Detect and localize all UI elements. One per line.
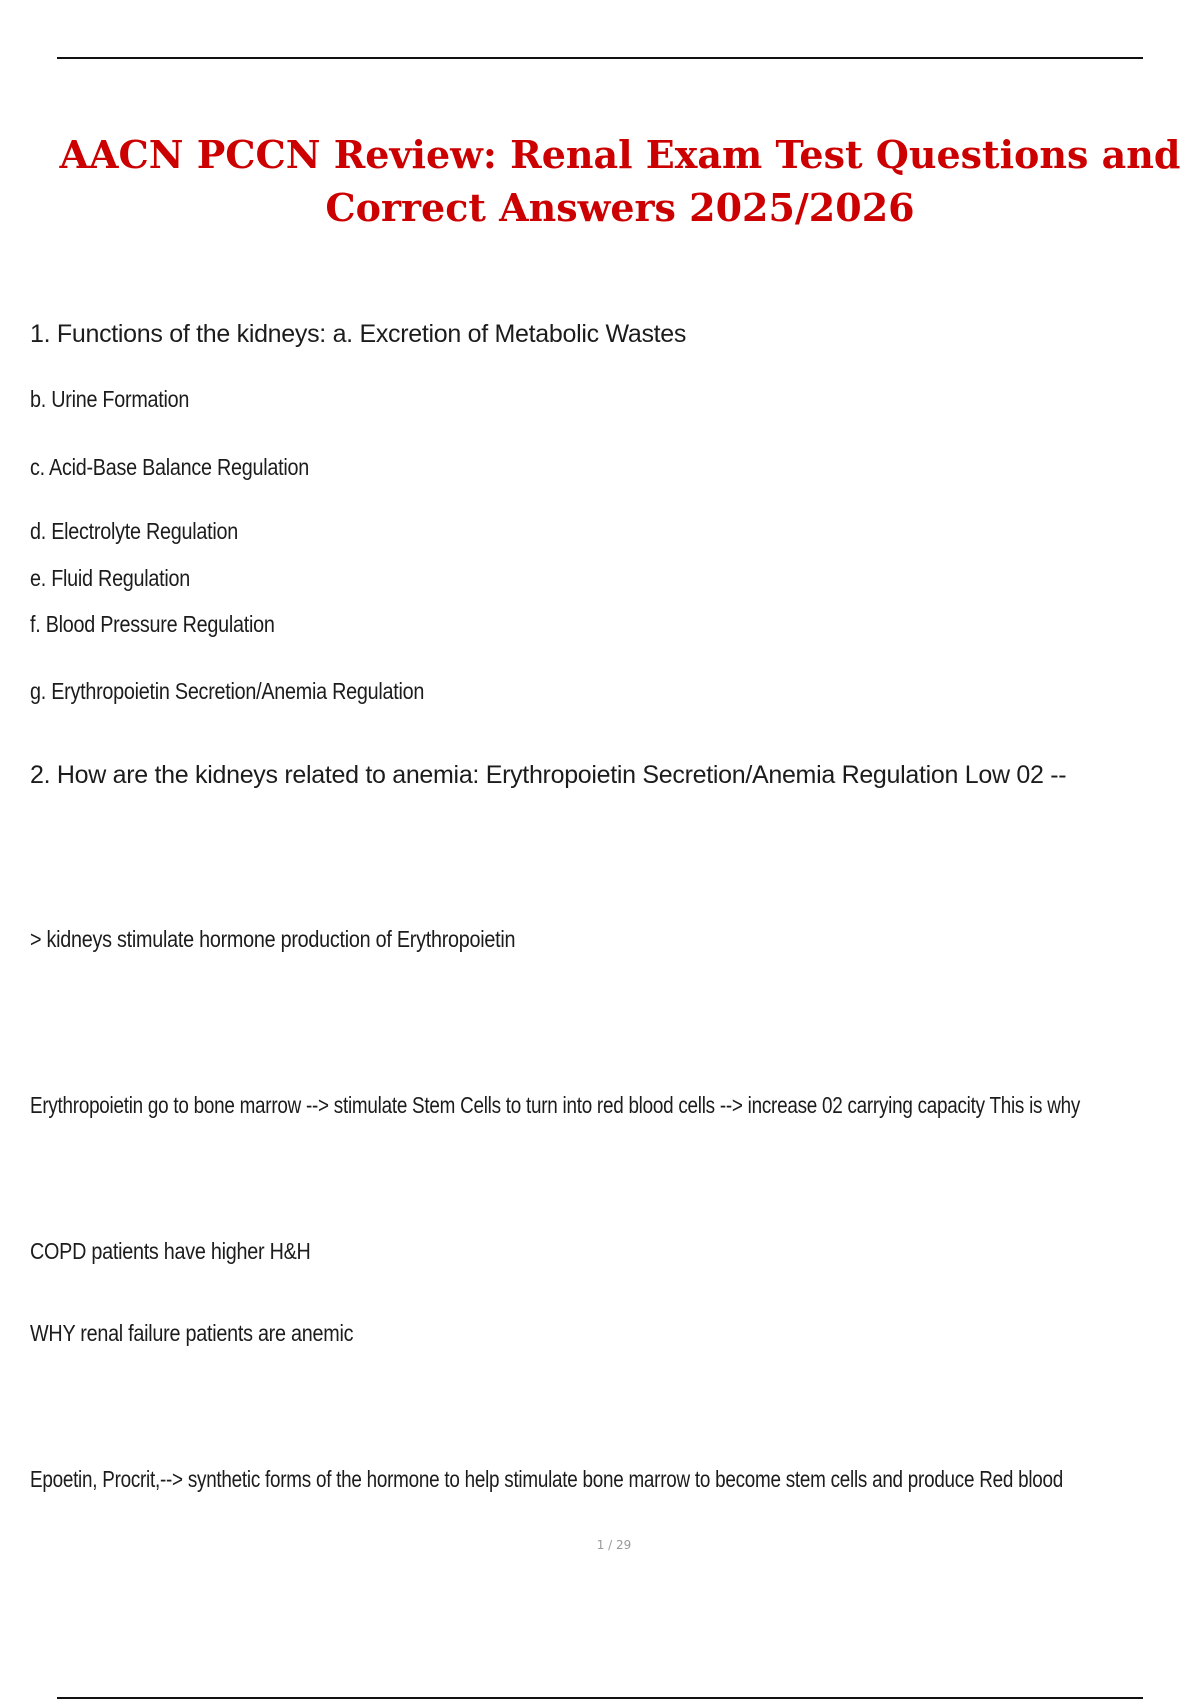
answer-item-b: b. Urine Formation xyxy=(30,386,190,412)
bottom-rule xyxy=(57,1697,1143,1699)
title-line-2: Correct Answers 2025/2026 xyxy=(325,185,915,230)
question-2: 2. How are the kidneys related to anemia: Erythropoietin Secretion/Anemia Regulation Low 02 -- xyxy=(30,761,1067,789)
answer-item-d: d. Electrolyte Regulation xyxy=(30,518,238,544)
page-number: 1 / 29 xyxy=(596,1538,632,1552)
answer-item-f: f. Blood Pressure Regulation xyxy=(30,611,275,637)
answer-text: > kidneys stimulate hormone production of Erythropoietin xyxy=(30,926,516,952)
answer-item-g: g. Erythropoietin Secretion/Anemia Regulation xyxy=(30,678,425,704)
answer-text: Epoetin, Procrit,--> synthetic forms of the hormone to help stimulate bone marrow to become stem cells and produce Red blood xyxy=(30,1466,1064,1492)
question-1: 1. Functions of the kidneys: a. Excretion of Metabolic Wastes xyxy=(30,320,687,348)
top-rule xyxy=(57,57,1143,59)
answer-text: WHY renal failure patients are anemic xyxy=(30,1320,354,1346)
answer-text: COPD patients have higher H&H xyxy=(30,1238,311,1264)
answer-item-e: e. Fluid Regulation xyxy=(30,565,191,591)
answer-item-c: c. Acid-Base Balance Regulation xyxy=(30,454,309,480)
answer-text: Erythropoietin go to bone marrow --> stimulate Stem Cells to turn into red blood cells --> increase 02 carrying capacity This is why xyxy=(30,1092,1081,1118)
title-line-1: AACN PCCN Review: Renal Exam Test Questions and xyxy=(59,132,1181,177)
document-title xyxy=(40,128,1200,234)
